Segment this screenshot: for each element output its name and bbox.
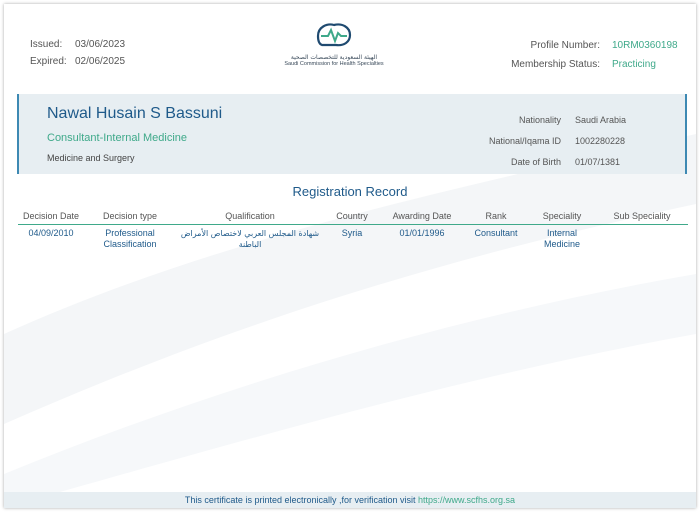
national-id-label: National/Iqama ID xyxy=(488,135,561,146)
issued-label: Issued: xyxy=(30,39,63,50)
column-header: Sub Speciality xyxy=(596,208,688,225)
practitioner-panel xyxy=(17,94,687,174)
verification-footer xyxy=(4,492,696,508)
profile-number-label: Profile Number: xyxy=(530,40,600,51)
registration-record-title: Registration Record xyxy=(292,184,408,199)
national-id-value: 1002280228 xyxy=(575,135,626,146)
scfhs-logo xyxy=(274,22,394,67)
table-row xyxy=(18,225,688,254)
logo-english-text: Saudi Commission for Health Specialties xyxy=(284,61,384,67)
column-header: Qualification xyxy=(176,208,324,225)
validity-dates xyxy=(30,36,125,70)
expired-date: 02/06/2025 xyxy=(75,56,126,67)
practitioner-name: Nawal Husain S Bassuni xyxy=(47,105,223,122)
table-header-row xyxy=(18,208,688,225)
logo-arabic-text: الهيئة السعودية للتخصصات الصحية xyxy=(290,54,378,61)
nationality-value: Saudi Arabia xyxy=(575,114,627,125)
membership-status-value: Practicing xyxy=(612,59,656,70)
issued-date: 03/06/2023 xyxy=(75,39,126,50)
practitioner-title: Consultant-Internal Medicine xyxy=(47,132,188,144)
speciality-cell: Internal Medicine xyxy=(543,228,581,249)
awarding-date-cell: 01/01/1996 xyxy=(399,228,445,238)
date-of-birth-label: Date of Birth xyxy=(510,156,561,167)
certificate-page xyxy=(4,4,696,508)
scfhs-logo-icon xyxy=(314,22,354,48)
footer-text: This certificate is printed electronically ,for verification visit xyxy=(184,495,416,505)
registration-table xyxy=(18,208,688,253)
date-of-birth-value: 01/07/1381 xyxy=(575,156,621,167)
expired-label: Expired: xyxy=(30,56,67,67)
decision-date-cell: 04/09/2010 xyxy=(28,228,74,238)
practitioner-department: Medicine and Surgery xyxy=(47,153,135,163)
country-cell: Syria xyxy=(341,228,363,238)
practitioner-details xyxy=(446,109,630,172)
nationality-label: Nationality xyxy=(518,114,561,125)
decision-type-cell: Professional Classification xyxy=(103,228,157,249)
column-header: Awarding Date xyxy=(380,208,464,225)
rank-cell: Consultant xyxy=(474,228,518,238)
profile-info xyxy=(511,36,678,74)
profile-number-value: 10RM0360198 xyxy=(612,40,678,51)
column-header: Decision Date xyxy=(18,208,84,225)
column-header: Country xyxy=(324,208,380,225)
verification-link[interactable]: https://www.scfhs.org.sa xyxy=(418,495,516,505)
membership-status-label: Membership Status: xyxy=(511,59,600,70)
column-header: Rank xyxy=(464,208,528,225)
sub-speciality-cell xyxy=(596,225,688,254)
column-header: Speciality xyxy=(528,208,596,225)
background-watermark xyxy=(4,4,696,508)
column-header: Decision type xyxy=(84,208,176,225)
qualification-cell: شهادة المجلس العربي لاختصاص الأمراض الباطنة xyxy=(180,229,320,249)
